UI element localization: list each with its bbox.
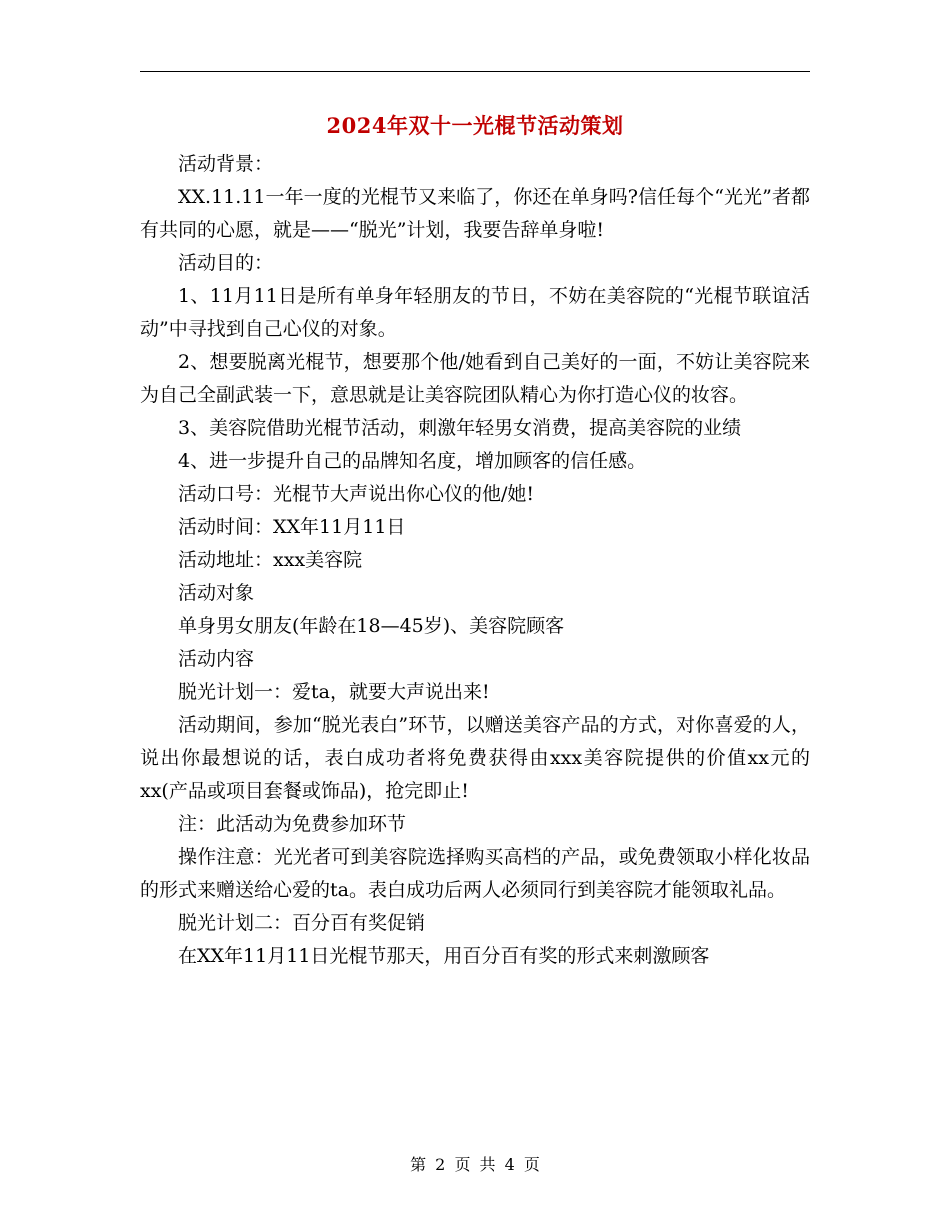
paragraph: 2、想要脱离光棍节，想要那个他/她看到自己美好的一面，不妨让美容院来为自己全副武装一下，意思就是让美容院团队精心为你打造心仪的妆容。: [140, 351, 810, 406]
document-body: [140, 148, 810, 973]
paragraph: 在XX年11月11日光棍节那天，用百分百有奖的形式来刺激顾客: [178, 945, 710, 967]
paragraph: 活动时间：XX年11月11日: [178, 516, 406, 538]
paragraph: 活动期间，参加“脱光表白”环节，以赠送美容产品的方式，对你喜爱的人，说出你最想说的话，表白成功者将免费获得由xxx美容院提供的价值xx元的xx(产品或项目套餐或饰品)，抢完即止!: [140, 714, 810, 802]
header-rule: [140, 71, 810, 72]
paragraph: 活动地址：xxx美容院: [178, 549, 363, 571]
paragraph: 1、11月11日是所有单身年轻朋友的节日，不妨在美容院的“光棍节联谊活动”中寻找到自己心仪的对象。: [140, 285, 810, 340]
paragraph: 脱光计划一：爱ta，就要大声说出来!: [178, 681, 490, 703]
paragraph: 活动内容: [178, 648, 255, 670]
paragraph: 活动目的：: [178, 252, 274, 274]
paragraph: 脱光计划二：百分百有奖促销: [178, 912, 426, 934]
page-number: 第 2 页 共 4 页: [410, 1155, 540, 1174]
paragraph: 活动背景：: [178, 153, 274, 175]
paragraph: 4、进一步提升自己的品牌知名度，增加顾客的信任感。: [178, 450, 647, 472]
paragraph: 活动对象: [178, 582, 255, 604]
document-title: 2024年双十一光棍节活动策划: [326, 113, 624, 138]
paragraph: 单身男女朋友(年龄在18—45岁)、美容院顾客: [178, 615, 565, 637]
paragraph: XX.11.11一年一度的光棍节又来临了，你还在单身吗?信任每个“光光”者都有共同的心愿，就是——“脱光”计划，我要告辞单身啦!: [140, 186, 810, 241]
paragraph: 3、美容院借助光棍节活动，刺激年轻男女消费，提高美容院的业绩: [178, 417, 742, 439]
paragraph: 注：此活动为免费参加环节: [178, 813, 407, 835]
paragraph: 活动口号：光棍节大声说出你心仪的他/她!: [178, 483, 535, 505]
paragraph: 操作注意：光光者可到美容院选择购买高档的产品，或免费领取小样化妆品的形式来赠送给心爱的ta。表白成功后两人必须同行到美容院才能领取礼品。: [140, 846, 810, 901]
